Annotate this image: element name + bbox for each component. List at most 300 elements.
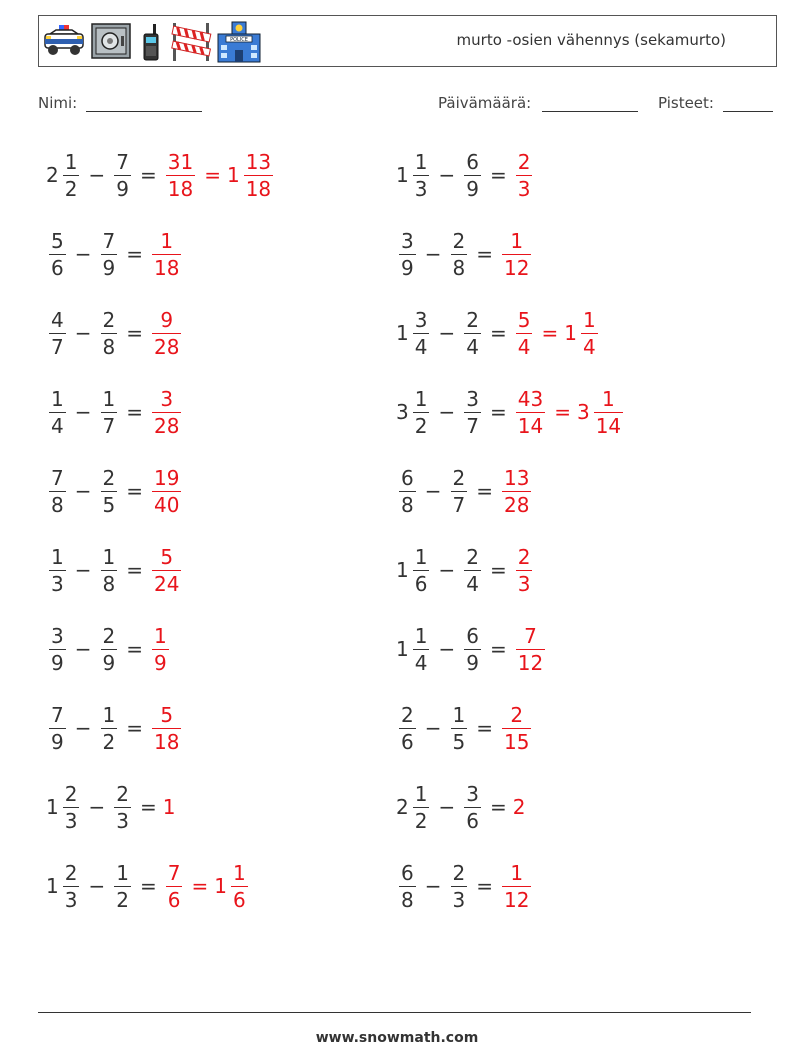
answer-value-numerator: 5: [160, 544, 174, 569]
subtrahend-numerator: 2: [452, 465, 466, 490]
minuend: [46, 544, 69, 596]
minuend: [46, 228, 69, 280]
subtrahend-fraction: [101, 228, 118, 280]
subtrahend-numerator: 2: [102, 465, 116, 490]
minuend: [46, 149, 82, 201]
answer-value-denominator: 14: [517, 413, 544, 438]
subtrahend-denominator: 9: [466, 176, 479, 201]
answer: [163, 149, 276, 201]
minuend: [396, 149, 432, 201]
equals-sign: =: [126, 479, 143, 503]
answer-value-fraction: [516, 386, 545, 438]
subtrahend-numerator: 6: [466, 149, 479, 174]
minus-sign: −: [438, 637, 456, 661]
minuend-fraction: [413, 149, 430, 201]
answer-value: [513, 544, 536, 596]
problem-right-6: [396, 540, 535, 600]
header-icons: [42, 19, 262, 65]
subtrahend-fraction: [464, 307, 481, 359]
answer-value-numerator: 5: [517, 307, 531, 332]
answer: [513, 386, 626, 438]
minuend-denominator: 8: [51, 492, 64, 517]
answer-value-denominator: 6: [167, 887, 181, 912]
minuend-numerator: 6: [401, 465, 414, 490]
answer-mixed-fraction: [594, 386, 623, 438]
equals-sign: =: [476, 479, 493, 503]
answer-value: [149, 465, 184, 517]
answer-value: [513, 386, 548, 438]
minus-sign: −: [74, 242, 92, 266]
minuend: [396, 228, 419, 280]
answer-mixed: [226, 149, 276, 201]
minuend-numerator: 7: [51, 702, 64, 727]
minuend-denominator: 2: [414, 413, 428, 438]
answer-value: [499, 860, 534, 912]
subtrahend-fraction: [101, 386, 118, 438]
subtrahend-fraction: [464, 623, 481, 675]
answer-value-numerator: 43: [517, 386, 544, 411]
answer-value-numerator: 7: [524, 623, 537, 648]
minuend-denominator: 9: [401, 255, 414, 280]
subtrahend-denominator: 9: [102, 255, 116, 280]
minus-sign: −: [88, 163, 106, 187]
answer-value-denominator: 18: [154, 729, 180, 754]
subtrahend-denominator: 5: [102, 492, 116, 517]
minus-sign: −: [438, 795, 456, 819]
minuend-numerator: 1: [414, 386, 428, 411]
minuend: [46, 307, 69, 359]
subtrahend-numerator: 3: [466, 781, 479, 806]
answer-value: [163, 149, 198, 201]
subtrahend: [448, 860, 471, 912]
answer: [163, 860, 251, 912]
equals-sign: =: [489, 795, 507, 819]
minuend-whole: 1: [396, 637, 409, 661]
minuend-whole: 1: [396, 163, 409, 187]
answer-value: [149, 307, 184, 359]
answer-mixed-numerator: 1: [582, 307, 596, 332]
subtrahend: [98, 386, 121, 438]
answer: [513, 544, 536, 596]
answer-value-denominator: 18: [154, 255, 180, 280]
subtrahend: [448, 465, 471, 517]
subtrahend-fraction: [101, 702, 118, 754]
answer-mixed-fraction: [244, 149, 273, 201]
answer-value-denominator: 12: [504, 887, 530, 912]
answer-value-denominator: 15: [504, 729, 530, 754]
problem-left-7: [46, 619, 172, 679]
answer-value-fraction: [166, 149, 195, 201]
problem-right-1: [396, 145, 535, 205]
problem-right-4: [396, 382, 626, 442]
answer: [149, 465, 184, 517]
equals-sign: =: [476, 716, 493, 740]
minuend: [46, 465, 69, 517]
answer-value-denominator: 18: [167, 176, 194, 201]
minuend-numerator: 3: [51, 623, 64, 648]
minuend-fraction: [63, 149, 80, 201]
subtrahend: [98, 702, 121, 754]
subtrahend-denominator: 4: [466, 571, 479, 596]
minuend-whole: 3: [396, 400, 409, 424]
safe-icon: [90, 22, 132, 62]
minuend-denominator: 4: [414, 650, 428, 675]
minuend-numerator: 3: [414, 307, 428, 332]
subtrahend-denominator: 9: [102, 650, 116, 675]
answer-value-fraction: [516, 149, 533, 201]
minus-sign: −: [438, 558, 456, 582]
subtrahend: [461, 623, 484, 675]
minus-sign: −: [438, 400, 456, 424]
date-field: [438, 94, 638, 112]
subtrahend-fraction: [451, 465, 468, 517]
subtrahend-denominator: 4: [466, 334, 479, 359]
answer-mixed-denominator: 6: [232, 887, 246, 912]
subtrahend-numerator: 2: [102, 623, 116, 648]
minuend-fraction: [399, 228, 416, 280]
minuend-numerator: 1: [414, 623, 428, 648]
minuend-numerator: 1: [414, 781, 428, 806]
answer-mixed-whole: 1: [214, 874, 227, 898]
answer-value-whole: 1: [162, 795, 176, 819]
equals-sign: =: [126, 716, 143, 740]
minuend-denominator: 6: [401, 729, 414, 754]
minuend: [396, 544, 432, 596]
subtrahend-denominator: 2: [102, 729, 116, 754]
problem-right-9: [396, 777, 526, 837]
minus-sign: −: [424, 716, 442, 740]
equals-sign: =: [476, 242, 493, 266]
answer-value-fraction: [152, 544, 181, 596]
minus-sign: −: [74, 321, 92, 345]
minuend-fraction: [49, 228, 66, 280]
subtrahend: [461, 307, 484, 359]
name-field: [38, 94, 202, 112]
minuend-fraction: [63, 781, 80, 833]
answer-mixed-denominator: 4: [582, 334, 596, 359]
subtrahend: [111, 860, 134, 912]
subtrahend-numerator: 2: [452, 228, 466, 253]
svg-text:POLICE: POLICE: [230, 37, 248, 43]
problem-right-8: [396, 698, 534, 758]
answer: [513, 795, 527, 819]
subtrahend-denominator: 8: [452, 255, 466, 280]
answer-value-fraction: [152, 386, 181, 438]
minuend-denominator: 3: [64, 887, 78, 912]
subtrahend: [98, 465, 121, 517]
minuend-denominator: 6: [51, 255, 64, 280]
subtrahend: [111, 781, 134, 833]
answer-value-denominator: 12: [504, 255, 530, 280]
answer-mixed-whole: 1: [226, 163, 240, 187]
answer-value: [149, 702, 184, 754]
minuend-numerator: 1: [64, 149, 78, 174]
answer: [149, 702, 184, 754]
minuend-numerator: 2: [64, 860, 78, 885]
minuend-whole: 1: [46, 874, 59, 898]
answer-value-numerator: 1: [510, 860, 524, 885]
answer-value-fraction: [152, 307, 181, 359]
minuend-whole: 1: [396, 321, 409, 345]
problem-left-3: [46, 303, 184, 363]
equals-sign: =: [139, 795, 157, 819]
equals-sign: =: [126, 558, 143, 582]
answer-value-denominator: 4: [517, 334, 531, 359]
problem-left-2: [46, 224, 184, 284]
minuend-fraction: [399, 702, 416, 754]
subtrahend-fraction: [451, 702, 468, 754]
minuend-denominator: 3: [414, 176, 428, 201]
subtrahend: [461, 544, 484, 596]
minus-sign: −: [424, 242, 442, 266]
answer-value-fraction: [152, 702, 181, 754]
minuend-fraction: [413, 623, 430, 675]
answer-value-fraction: [152, 465, 181, 517]
minuend-whole: 2: [396, 795, 409, 819]
minuend-denominator: 2: [64, 176, 78, 201]
answer-value-numerator: 1: [510, 228, 524, 253]
minuend-numerator: 3: [401, 228, 414, 253]
subtrahend-fraction: [451, 860, 468, 912]
answer-equals-sign: =: [554, 400, 571, 424]
walkie-talkie-icon: [136, 22, 166, 62]
answer-value: [499, 465, 534, 517]
answer: [513, 149, 536, 201]
answer-value: [513, 795, 527, 819]
footer-url: www.snowmath.com: [315, 1030, 479, 1046]
minuend-whole: 1: [396, 558, 409, 582]
answer: [149, 307, 184, 359]
answer-value-denominator: 28: [504, 492, 530, 517]
minuend-fraction: [49, 544, 66, 596]
minuend: [396, 623, 432, 675]
answer-value-fraction: [516, 307, 533, 359]
date-line[interactable]: [542, 97, 638, 112]
minus-sign: −: [424, 874, 442, 898]
problem-left-1: [46, 145, 276, 205]
minus-sign: −: [74, 558, 92, 582]
subtrahend-numerator: 2: [466, 307, 479, 332]
minuend-denominator: 2: [414, 808, 428, 833]
answer-value: [149, 544, 184, 596]
subtrahend-numerator: 2: [466, 544, 479, 569]
minus-sign: −: [74, 637, 92, 661]
minuend-denominator: 4: [51, 413, 64, 438]
problem-left-10: [46, 856, 251, 916]
subtrahend-numerator: 1: [102, 386, 116, 411]
subtrahend-fraction: [464, 386, 481, 438]
minuend-fraction: [49, 702, 66, 754]
road-barrier-icon: [170, 21, 212, 63]
minuend-fraction: [49, 623, 66, 675]
minus-sign: −: [438, 321, 456, 345]
minus-sign: −: [74, 479, 92, 503]
minuend-numerator: 1: [51, 544, 64, 569]
subtrahend-denominator: 7: [452, 492, 466, 517]
minuend: [396, 465, 419, 517]
problem-right-7: [396, 619, 548, 679]
answer-value-numerator: 2: [517, 544, 531, 569]
answer-mixed-numerator: 1: [602, 386, 615, 411]
answer-mixed-numerator: 13: [245, 149, 272, 174]
equals-sign: =: [126, 242, 143, 266]
answer-value-fraction: [152, 228, 181, 280]
minuend-denominator: 3: [64, 808, 78, 833]
answer-value: [499, 228, 534, 280]
answer-equals-sign: =: [204, 163, 221, 187]
minuend-fraction: [63, 860, 80, 912]
subtrahend-fraction: [101, 623, 118, 675]
subtrahend-numerator: 2: [116, 781, 129, 806]
minuend-whole: 2: [46, 163, 59, 187]
answer-mixed-whole: 1: [564, 321, 577, 345]
subtrahend-fraction: [101, 307, 118, 359]
subtrahend: [98, 623, 121, 675]
subtrahend: [461, 781, 484, 833]
minuend: [46, 702, 69, 754]
answer-mixed-fraction: [581, 307, 598, 359]
answer-mixed: [214, 860, 250, 912]
answer-mixed: [564, 307, 600, 359]
problem-right-2: [396, 224, 534, 284]
footer-divider: [38, 1012, 751, 1013]
minuend-numerator: 2: [64, 781, 78, 806]
minuend-numerator: 5: [51, 228, 64, 253]
answer-value-numerator: 1: [160, 228, 174, 253]
subtrahend-fraction: [101, 465, 118, 517]
minuend: [396, 781, 432, 833]
equals-sign: =: [489, 637, 507, 661]
minuend-fraction: [49, 386, 66, 438]
answer-value-fraction: [166, 860, 183, 912]
answer: [149, 228, 184, 280]
minuend-whole: 1: [46, 795, 59, 819]
minuend-denominator: 8: [401, 887, 414, 912]
subtrahend-denominator: 8: [102, 571, 116, 596]
answer-value-numerator: 31: [167, 149, 194, 174]
answer-value-denominator: 40: [154, 492, 180, 517]
subtrahend-fraction: [451, 228, 468, 280]
answer-value-numerator: 19: [154, 465, 180, 490]
worksheet-title: murto -osien vähennys (sekamurto): [456, 31, 726, 49]
subtrahend: [461, 149, 484, 201]
answer-value-numerator: 3: [160, 386, 174, 411]
subtrahend-numerator: 2: [102, 307, 116, 332]
minuend-numerator: 1: [414, 149, 428, 174]
minuend-denominator: 6: [414, 571, 428, 596]
minuend-fraction: [413, 307, 430, 359]
answer-equals-sign: =: [191, 874, 209, 898]
equals-sign: =: [489, 321, 507, 345]
answer-value: [163, 795, 177, 819]
answer-value-denominator: 12: [517, 650, 544, 675]
answer-mixed: [576, 386, 626, 438]
answer-value: [499, 702, 534, 754]
answer-value-numerator: 2: [517, 149, 531, 174]
answer-value-fraction: [502, 228, 531, 280]
answer-value: [513, 307, 536, 359]
problem-left-4: [46, 382, 184, 442]
minuend-fraction: [49, 465, 66, 517]
score-line[interactable]: [723, 97, 773, 112]
answer-value: [149, 228, 184, 280]
minuend-fraction: [49, 307, 66, 359]
subtrahend-numerator: 6: [466, 623, 479, 648]
problem-left-8: [46, 698, 184, 758]
minus-sign: −: [424, 479, 442, 503]
answer: [163, 795, 177, 819]
answer-value-numerator: 7: [167, 860, 181, 885]
subtrahend-numerator: 1: [102, 544, 116, 569]
minuend-fraction: [413, 544, 430, 596]
subtrahend-numerator: 1: [102, 702, 116, 727]
answer: [499, 702, 534, 754]
equals-sign: =: [476, 874, 493, 898]
subtrahend-numerator: 1: [452, 702, 466, 727]
minuend: [46, 623, 69, 675]
minus-sign: −: [74, 716, 92, 740]
minuend-numerator: 1: [414, 544, 428, 569]
subtrahend: [461, 386, 484, 438]
answer-value: [513, 623, 548, 675]
subtrahend: [448, 228, 471, 280]
minus-sign: −: [74, 400, 92, 424]
minuend-fraction: [399, 465, 416, 517]
problem-left-5: [46, 461, 184, 521]
answer-value-fraction: [516, 623, 545, 675]
answer-value-denominator: 3: [517, 571, 531, 596]
problem-left-6: [46, 540, 184, 600]
subtrahend-denominator: 3: [452, 887, 466, 912]
answer-mixed-numerator: 1: [232, 860, 246, 885]
equals-sign: =: [139, 874, 157, 898]
subtrahend-fraction: [114, 149, 131, 201]
answer-value-denominator: 28: [154, 334, 180, 359]
score-label: Pisteet:: [658, 94, 714, 112]
police-station-icon: [216, 20, 262, 64]
answer-value-numerator: 2: [510, 702, 524, 727]
minuend: [46, 860, 82, 912]
date-label: Päivämäärä:: [438, 94, 532, 112]
answer-mixed-fraction: [231, 860, 248, 912]
answer-mixed-denominator: 18: [245, 176, 272, 201]
name-line[interactable]: [86, 97, 202, 112]
subtrahend-numerator: 3: [466, 386, 479, 411]
answer-value: [149, 623, 172, 675]
minuend-denominator: 8: [401, 492, 414, 517]
subtrahend: [98, 307, 121, 359]
subtrahend-denominator: 7: [102, 413, 116, 438]
problem-left-9: [46, 777, 176, 837]
equals-sign: =: [126, 400, 143, 424]
subtrahend: [448, 702, 471, 754]
equals-sign: =: [489, 558, 507, 582]
subtrahend: [111, 149, 134, 201]
subtrahend-fraction: [464, 149, 481, 201]
minuend: [396, 307, 432, 359]
answer-value-numerator: 1: [154, 623, 167, 648]
subtrahend-denominator: 5: [452, 729, 466, 754]
answer-value-denominator: 9: [154, 650, 167, 675]
answer-value-numerator: 5: [160, 702, 174, 727]
problem-right-10: [396, 856, 534, 916]
problem-right-3: [396, 303, 601, 363]
minuend-fraction: [413, 386, 430, 438]
subtrahend-numerator: 7: [102, 228, 116, 253]
equals-sign: =: [126, 321, 143, 345]
minuend-numerator: 4: [51, 307, 64, 332]
subtrahend-fraction: [114, 860, 131, 912]
